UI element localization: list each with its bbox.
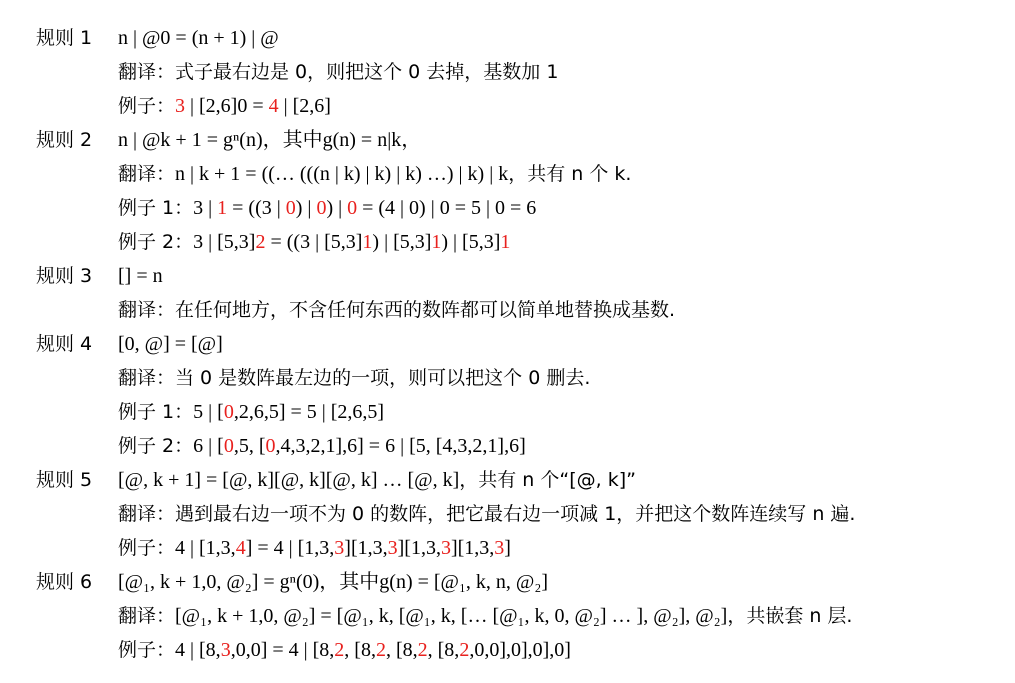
example-highlight: 3: [220, 639, 231, 661]
example-text: ][1,3,: [397, 537, 441, 559]
example-highlight: 0: [316, 197, 327, 219]
example-highlight: 2: [459, 639, 470, 661]
example-highlight: 4: [235, 537, 246, 559]
example-text: ) |: [295, 197, 317, 219]
example-highlight: 3: [440, 537, 451, 559]
example-prefix: 例子 1：: [118, 197, 194, 219]
rule-1-example: [118, 89, 331, 123]
example-text: 4 | [8,: [175, 639, 221, 661]
example-highlight: 3: [494, 537, 505, 559]
formula-suffix: ，共有 n 个“[@, k]”: [459, 469, 636, 491]
example-highlight: 3: [175, 95, 186, 117]
rule-2-translation: [118, 157, 631, 191]
example-prefix: 例子 1：: [118, 401, 194, 423]
example-highlight: 2: [255, 231, 266, 253]
translation-formula: n | k + 1 = ((… (((n | k) | k) | k) …) | k) | k: [175, 163, 509, 185]
example-highlight: 1: [500, 231, 511, 253]
rule-6-example: [118, 633, 571, 667]
example-text: ) | [5,3]: [372, 231, 432, 253]
example-text: ) | [5,3]: [441, 231, 501, 253]
rule-5-translation: 翻译：遇到最右边一项不为 0 的数阵，把它最右边一项减 1，并把这个数阵连续写 n 遍.: [118, 503, 856, 525]
rule-1-label: 规则 1: [36, 27, 93, 49]
example-text: ,0,0],0],0],0]: [469, 639, 571, 661]
example-text: 5 | [: [193, 401, 224, 423]
example-text: ][1,3,: [450, 537, 495, 559]
example-text: | [2,6]: [278, 95, 331, 117]
rule-3-translation: 翻译：在任何地方，不含任何东西的数阵都可以简单地替换成基数.: [118, 299, 676, 321]
example-text: = ((3 |: [227, 197, 286, 219]
example-highlight: 0: [265, 435, 276, 457]
rule-4-example-2: [118, 429, 526, 463]
example-highlight: 1: [362, 231, 373, 253]
example-text: 6 | [: [193, 435, 224, 457]
example-highlight: 3: [387, 537, 398, 559]
example-text: | [2,6]0 =: [185, 95, 269, 117]
example-highlight: 2: [375, 639, 386, 661]
rule-5-label: 规则 5: [36, 469, 93, 491]
example-text: ,5, [: [233, 435, 266, 457]
rule-2-example-2: [118, 225, 510, 259]
rule-6-formula: [@₁, k + 1,0, @₂] = gⁿ(0)，其中g(n) = [@₁, k, n, @₂]: [118, 571, 548, 593]
example-text: , [8,: [385, 639, 418, 661]
example-highlight: 1: [217, 197, 228, 219]
rule-4-example-1: [118, 395, 384, 429]
example-text: = ((3 | [5,3]: [265, 231, 363, 253]
rule-5-example: [118, 531, 511, 565]
rule-4-translation: 翻译：当 0 是数阵最左边的一项，则可以把这个 0 删去.: [118, 367, 591, 389]
translation-formula: [@₁, k + 1,0, @₂] = [@₁, k, [@₁, k, [… [@₁, k, 0, @₂] … ], @₂], @₂]: [175, 605, 728, 627]
example-highlight: 1: [431, 231, 442, 253]
rule-2-example-1: [118, 191, 536, 225]
example-text: ] = 4 | [1,3,: [245, 537, 335, 559]
example-text: 3 |: [193, 197, 218, 219]
example-prefix: 例子：: [118, 537, 176, 559]
rule-4-formula: [0, @] = [@]: [118, 333, 223, 355]
example-text: 3 | [5,3]: [193, 231, 256, 253]
rule-2-formula: n | @k + 1 = gⁿ(n)，其中g(n) = n|k，: [118, 129, 422, 151]
rule-4-label: 规则 4: [36, 333, 93, 355]
example-text: , [8,: [344, 639, 376, 661]
example-text: 4 | [1,3,: [175, 537, 236, 559]
rule-1-translation: 翻译：式子最右边是 0，则把这个 0 去掉，基数加 1: [118, 61, 559, 83]
formula-math: [@, k + 1] = [@, k][@, k][@, k] … [@, k]: [118, 469, 460, 491]
example-text: ,2,6,5] = 5 | [2,6,5]: [233, 401, 385, 423]
example-prefix: 例子 2：: [118, 435, 194, 457]
example-text: , [8,: [427, 639, 460, 661]
example-text: ,0,0] = 4 | [8,: [230, 639, 335, 661]
rule-5-formula: [118, 463, 636, 497]
example-highlight: 4: [268, 95, 279, 117]
example-highlight: 2: [334, 639, 345, 661]
example-highlight: 3: [334, 537, 345, 559]
example-prefix: 例子：: [118, 639, 176, 661]
example-text: ,4,3,2,1],6] = 6 | [5, [4,3,2,1],6]: [275, 435, 526, 457]
example-text: ]: [504, 537, 511, 559]
example-prefix: 例子：: [118, 95, 176, 117]
example-highlight: 2: [417, 639, 428, 661]
translation-prefix: 翻译：: [118, 605, 176, 627]
example-highlight: 0: [223, 435, 234, 457]
rule-3-label: 规则 3: [36, 265, 93, 287]
example-highlight: 0: [223, 401, 234, 423]
rule-6-label: 规则 6: [36, 571, 93, 593]
example-highlight: 0: [285, 197, 296, 219]
translation-suffix: ，共有 n 个 k.: [508, 163, 632, 185]
translation-suffix: ，共嵌套 n 层.: [727, 605, 853, 627]
example-highlight: 0: [347, 197, 358, 219]
example-text: = (4 | 0) | 0 = 5 | 0 = 6: [357, 197, 537, 219]
rule-2-label: 规则 2: [36, 129, 93, 151]
example-text: ][1,3,: [344, 537, 388, 559]
example-text: ) |: [326, 197, 348, 219]
rule-1-formula: n | @0 = (n + 1) | @: [118, 27, 279, 49]
rule-6-translation: [118, 599, 852, 633]
rule-3-formula: [] = n: [118, 265, 163, 287]
translation-prefix: 翻译：: [118, 163, 176, 185]
example-prefix: 例子 2：: [118, 231, 194, 253]
